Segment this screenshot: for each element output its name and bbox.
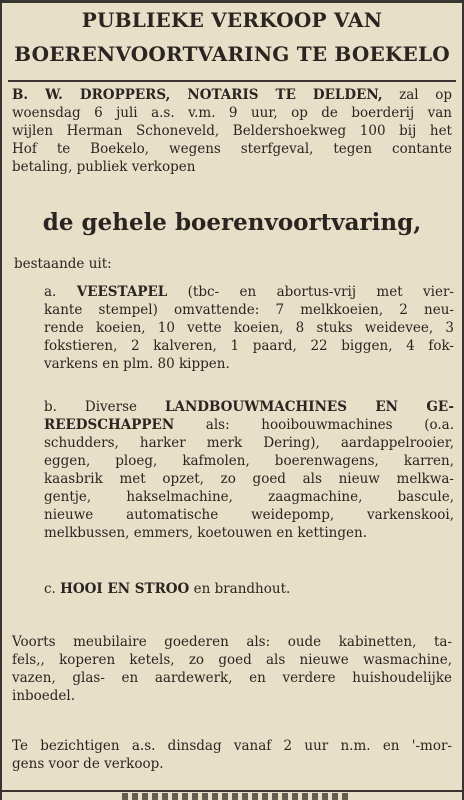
item-line: eggen, ploeg, kafmolen, boerenwagens, karren,	[44, 453, 454, 469]
item-line: gentje, hakselmachine, zaagmachine, bascule,	[44, 489, 454, 505]
item-heading: LANDBOUWMACHINES EN GE-	[164, 399, 454, 415]
item-line	[44, 283, 454, 301]
intro-line	[12, 86, 452, 104]
bezichtigen-line: Te bezichtigen a.s. dinsdag vanaf 2 uur n.m. en '-mor-	[12, 738, 452, 754]
title-line-1: PUBLIEKE VERKOOP VAN	[81, 8, 383, 32]
voorts-line: inboedel.	[12, 688, 76, 704]
intro-line: Hof te Boekelo, wegens sterfgeval, tegen contante	[12, 141, 452, 157]
voorts-paragraph	[12, 633, 452, 705]
item-line: melkbussen, emmers, koetouwen en kettingen.	[44, 525, 367, 541]
headline: de gehele boerenvoortvaring,	[42, 209, 422, 236]
item-c	[44, 580, 454, 598]
item-a	[44, 283, 454, 373]
bezichtigen-paragraph	[12, 737, 452, 773]
voorts-line: fels,, koperen ketels, zo goed als nieuwe wasmachine,	[12, 652, 452, 668]
notary-name: B. W. DROPPERS, NOTARIS TE DELDEN,	[12, 87, 383, 103]
item-heading: REEDSCHAPPEN	[44, 417, 175, 433]
item-line: rende koeien, 10 vette koeien, 8 stuks weidevee, 3	[44, 320, 454, 336]
voorts-line: vazen, glas- en aardewerk, en verdere huishoudelijke	[12, 670, 452, 686]
item-prefix: c.	[44, 581, 61, 597]
item-line	[44, 398, 454, 416]
intro-line: betaling, publiek verkopen	[12, 159, 196, 175]
voorts-line: Voorts meubilaire goederen als: oude kabinetten, ta-	[12, 634, 452, 650]
item-heading: HOOI EN STROO	[60, 581, 190, 597]
intro-line: wijlen Herman Schoneveld, Beldershoekweg 100 bij het	[12, 123, 452, 139]
item-line: kaasbrik met opzet, zo goed als nieuw melkwa-	[44, 471, 454, 487]
item-prefix: a.	[44, 284, 77, 300]
item-b	[44, 398, 454, 542]
item-line	[44, 580, 454, 598]
bottom-rule	[2, 790, 462, 792]
bestaande-label: bestaande uit:	[14, 256, 112, 272]
cut-off-next-ad	[122, 793, 352, 800]
item-line: kante stempel) omvattende: 7 melkkoeien, 2 neu-	[44, 302, 454, 318]
item-prefix: b. Diverse	[44, 399, 165, 415]
intro-text: zal op	[382, 87, 452, 103]
item-line: nieuwe automatische weidepomp, varkenskooi,	[44, 507, 454, 523]
item-text: als: hooibouwmachines (o.a.	[174, 417, 454, 433]
top-rule	[2, 0, 462, 3]
title-divider	[8, 80, 456, 82]
bezichtigen-line: gens voor de verkoop.	[12, 756, 164, 772]
item-line: varkens en plm. 80 kippen.	[44, 356, 230, 372]
item-text: (tbc- en abortus-vrij met vier-	[167, 284, 454, 300]
intro-line: woensdag 6 juli a.s. v.m. 9 uur, op de boerderij van	[12, 105, 452, 121]
item-line: schudders, harker merk Dering), aardappelrooier,	[44, 435, 454, 451]
item-line: fokstieren, 2 kalveren, 1 paard, 22 biggen, 4 fok-	[44, 338, 454, 354]
title-line-2: BOERENVOORTVARING TE BOEKELO	[14, 42, 450, 66]
item-text: en brandhout.	[189, 581, 291, 597]
item-heading: VEESTAPEL	[76, 284, 168, 300]
item-line	[44, 416, 454, 434]
intro-paragraph	[12, 86, 452, 176]
